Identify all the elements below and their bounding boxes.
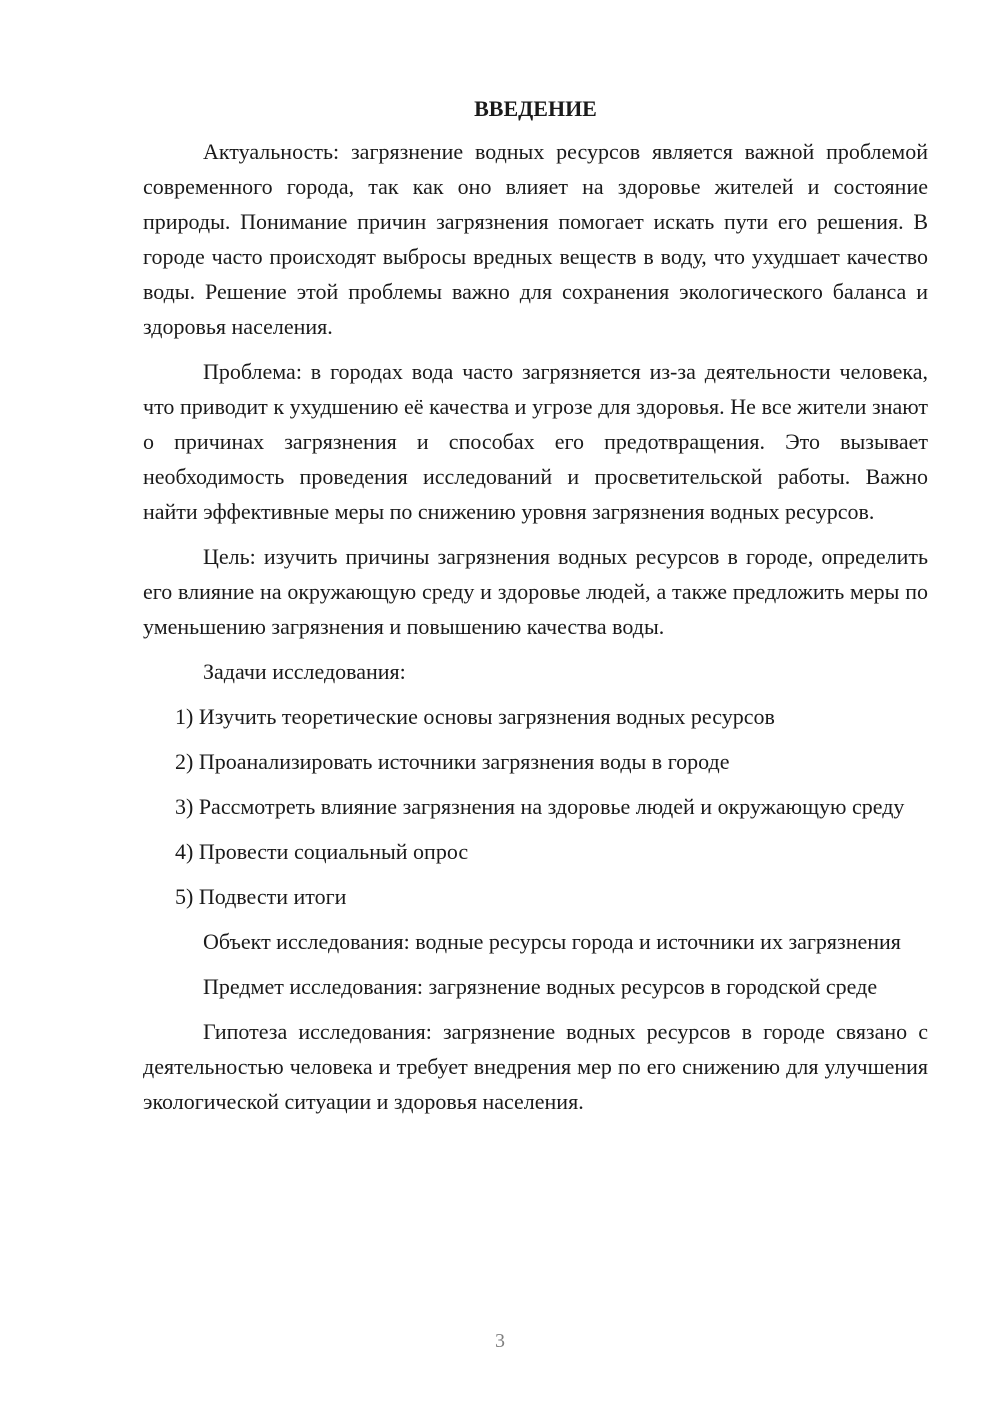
paragraph-object: Объект исследования: водные ресурсы города и источники их загрязнения: [203, 929, 901, 954]
document-heading: ВВЕДЕНИЕ: [474, 96, 597, 121]
paragraph-goal: Цель: изучить причины загрязнения водных ресурсов в городе, определить его влияние на окружающую среду и здоровье людей, а также предложить меры по уменьшению загрязнения и повышению качества воды.: [143, 544, 928, 639]
paragraph-relevance: Актуальность: загрязнение водных ресурсов является важной проблемой современного города, так как оно влияет на здоровье жителей и состояние природы. Понимание причин загрязнения помогает искать пути его решения. В городе часто происходят выбросы вредных веществ в воду, что ухудшает качество воды. Решение этой проблемы важно для сохранения экологического баланса и здоровья населения.: [143, 139, 928, 339]
task-item-4: 4) Провести социальный опрос: [175, 839, 469, 864]
page-number: 3: [495, 1330, 505, 1352]
paragraph-subject: Предмет исследования: загрязнение водных ресурсов в городской среде: [203, 974, 878, 999]
task-item-3: 3) Рассмотреть влияние загрязнения на здоровье людей и окружающую среду: [175, 794, 905, 819]
task-item-5: 5) Подвести итоги: [175, 884, 347, 909]
task-item-2: 2) Проанализировать источники загрязнения воды в городе: [175, 749, 730, 774]
document-page: [143, 92, 928, 1129]
paragraph-problem: Проблема: в городах вода часто загрязняется из-за деятельности человека, что приводит к ухудшению её качества и угрозе для здоровья. Не все жители знают о причинах загрязнения и способах его предотвращения. Это вызывает необходимость проведения исследований и просветительской работы. Важно найти эффективные меры по снижению уровня загрязнения водных ресурсов.: [143, 359, 928, 524]
paragraph-hypothesis: Гипотеза исследования: загрязнение водных ресурсов в городе связано с деятельностью человека и требует внедрения мер по его снижению для улучшения экологической ситуации и здоровья населения.: [143, 1019, 928, 1114]
task-item-1: 1) Изучить теоретические основы загрязнения водных ресурсов: [175, 704, 775, 729]
tasks-title: Задачи исследования:: [203, 659, 406, 684]
